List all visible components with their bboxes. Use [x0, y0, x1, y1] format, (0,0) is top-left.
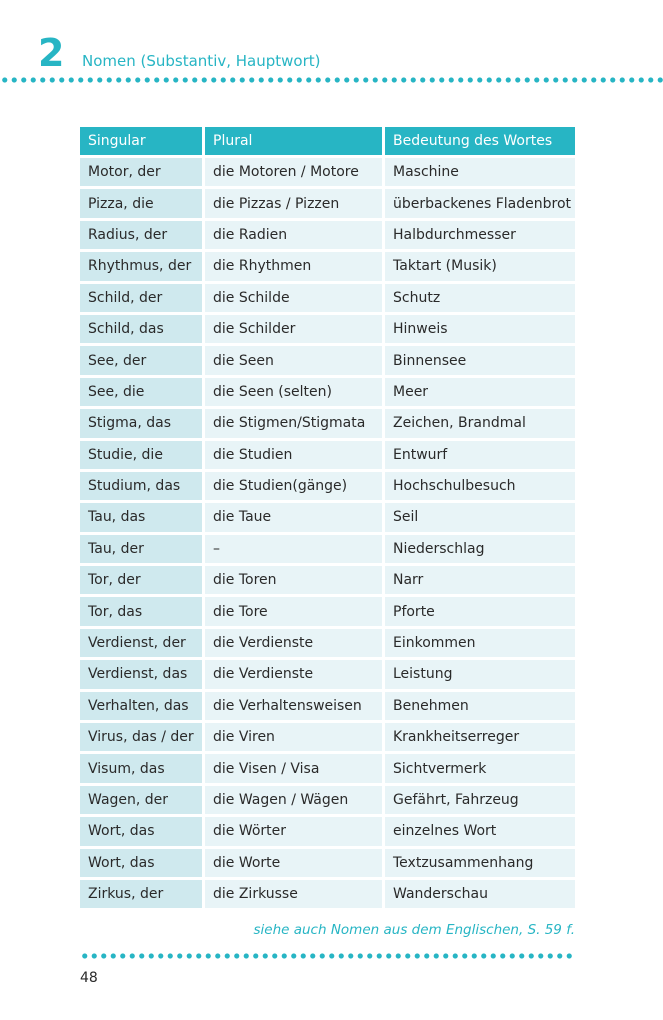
cell-plural: die Seen (selten) — [205, 378, 382, 406]
cell-singular: Motor, der — [80, 158, 202, 186]
table-row — [80, 315, 575, 343]
cell-singular: Tor, der — [80, 566, 202, 594]
cell-meaning: Zeichen, Brandmal — [385, 409, 575, 437]
table-row — [80, 535, 575, 563]
chapter-title: Nomen (Substantiv, Hauptwort) — [82, 52, 321, 70]
cell-meaning: Leistung — [385, 660, 575, 688]
table-row — [80, 597, 575, 625]
cell-plural: die Pizzas / Pizzen — [205, 189, 382, 217]
cell-plural: die Radien — [205, 221, 382, 249]
table-row — [80, 880, 575, 908]
header-plural: Plural — [205, 127, 382, 155]
table-row — [80, 754, 575, 782]
cell-plural: die Wörter — [205, 817, 382, 845]
dotted-divider-top — [0, 77, 663, 83]
cell-plural: die Toren — [205, 566, 382, 594]
page-number: 48 — [80, 970, 98, 986]
table-row — [80, 786, 575, 814]
cell-meaning: Hochschulbesuch — [385, 472, 575, 500]
cell-singular: Rhythmus, der — [80, 252, 202, 280]
cell-plural: die Verhaltensweisen — [205, 692, 382, 720]
table-row — [80, 158, 575, 186]
cell-plural: die Studien(gänge) — [205, 472, 382, 500]
vocabulary-table — [77, 124, 578, 911]
cross-reference-note: siehe auch Nomen aus dem Englischen, S. 59 f. — [253, 922, 575, 938]
table-row — [80, 503, 575, 531]
table-row — [80, 660, 575, 688]
table-row — [80, 189, 575, 217]
header-meaning: Bedeutung des Wortes — [385, 127, 575, 155]
table-row — [80, 692, 575, 720]
cell-singular: Wagen, der — [80, 786, 202, 814]
cell-plural: die Worte — [205, 849, 382, 877]
cell-plural: die Tore — [205, 597, 382, 625]
cell-meaning: Sichtvermerk — [385, 754, 575, 782]
dotted-divider-bottom — [80, 953, 575, 959]
table-header-row — [80, 127, 575, 155]
table-row — [80, 441, 575, 469]
table-row — [80, 629, 575, 657]
cell-singular: Tau, das — [80, 503, 202, 531]
cell-singular: Visum, das — [80, 754, 202, 782]
table-row — [80, 409, 575, 437]
cell-plural: – — [205, 535, 382, 563]
cell-meaning: Einkommen — [385, 629, 575, 657]
cell-plural: die Schilder — [205, 315, 382, 343]
cell-meaning: Niederschlag — [385, 535, 575, 563]
cell-singular: Schild, der — [80, 284, 202, 312]
cell-meaning: Halbdurchmesser — [385, 221, 575, 249]
cell-plural: die Verdienste — [205, 660, 382, 688]
table-row — [80, 817, 575, 845]
cell-meaning: Binnensee — [385, 346, 575, 374]
cell-meaning: Meer — [385, 378, 575, 406]
chapter-number: 2 — [38, 31, 65, 75]
cell-singular: Pizza, die — [80, 189, 202, 217]
header-singular: Singular — [80, 127, 202, 155]
cell-meaning: Textzusammenhang — [385, 849, 575, 877]
cell-meaning: Wanderschau — [385, 880, 575, 908]
cell-singular: See, der — [80, 346, 202, 374]
cell-singular: Wort, das — [80, 849, 202, 877]
cell-plural: die Wagen / Wägen — [205, 786, 382, 814]
cell-singular: Verdienst, der — [80, 629, 202, 657]
cell-plural: die Zirkusse — [205, 880, 382, 908]
cell-meaning: Narr — [385, 566, 575, 594]
cell-singular: Studie, die — [80, 441, 202, 469]
cell-singular: Stigma, das — [80, 409, 202, 437]
cell-meaning: überbackenes Fladenbrot — [385, 189, 575, 217]
cell-meaning: Entwurf — [385, 441, 575, 469]
table-row — [80, 849, 575, 877]
cell-singular: Verhalten, das — [80, 692, 202, 720]
cell-singular: Radius, der — [80, 221, 202, 249]
table-row — [80, 723, 575, 751]
cell-plural: die Rhythmen — [205, 252, 382, 280]
cell-singular: Wort, das — [80, 817, 202, 845]
cell-singular: Studium, das — [80, 472, 202, 500]
table-row — [80, 472, 575, 500]
cell-meaning: Benehmen — [385, 692, 575, 720]
cell-singular: Verdienst, das — [80, 660, 202, 688]
cell-meaning: Krankheitserreger — [385, 723, 575, 751]
table-row — [80, 566, 575, 594]
cell-meaning: Pforte — [385, 597, 575, 625]
cell-meaning: Gefährt, Fahrzeug — [385, 786, 575, 814]
cell-meaning: Schutz — [385, 284, 575, 312]
table-row — [80, 378, 575, 406]
cell-plural: die Verdienste — [205, 629, 382, 657]
cell-plural: die Seen — [205, 346, 382, 374]
cell-meaning: einzelnes Wort — [385, 817, 575, 845]
cell-plural: die Stigmen/Stigmata — [205, 409, 382, 437]
cell-plural: die Motoren / Motore — [205, 158, 382, 186]
cell-plural: die Visen / Visa — [205, 754, 382, 782]
cell-plural: die Viren — [205, 723, 382, 751]
table-body — [80, 158, 575, 908]
cell-meaning: Taktart (Musik) — [385, 252, 575, 280]
cell-plural: die Studien — [205, 441, 382, 469]
cell-plural: die Schilde — [205, 284, 382, 312]
cell-singular: Schild, das — [80, 315, 202, 343]
cell-singular: Tau, der — [80, 535, 202, 563]
table-row — [80, 221, 575, 249]
cell-singular: Zirkus, der — [80, 880, 202, 908]
cell-meaning: Maschine — [385, 158, 575, 186]
cell-plural: die Taue — [205, 503, 382, 531]
cell-singular: Virus, das / der — [80, 723, 202, 751]
cell-singular: See, die — [80, 378, 202, 406]
table-row — [80, 284, 575, 312]
table-row — [80, 346, 575, 374]
table-row — [80, 252, 575, 280]
cell-singular: Tor, das — [80, 597, 202, 625]
cell-meaning: Seil — [385, 503, 575, 531]
cell-meaning: Hinweis — [385, 315, 575, 343]
